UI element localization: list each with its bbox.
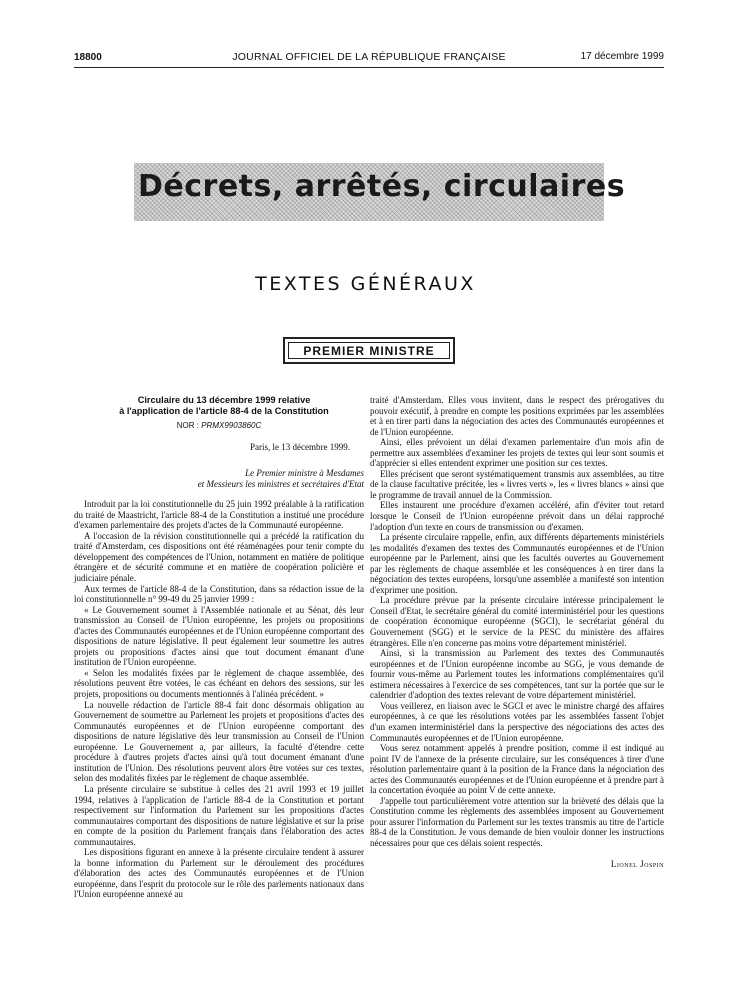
page-number: 18800 — [74, 52, 102, 63]
nor-reference — [74, 421, 364, 432]
issue-date: 17 décembre 1999 — [580, 51, 664, 62]
section-banner — [134, 163, 626, 221]
banner-title: Décrets, arrêtés, circulaires — [138, 169, 626, 204]
paragraph: La procédure prévue par la présente circulaire intéresse principalement le Conseil d'Etat, le secrétaire général du comité interministériel pour les questions de coopération économique européenne (SGCI), le secrétariat général du Gouvernement (SGG) et le service de la PESC du ministère des affaires étrangères. Elle n'en concerne pas moins votre département ministériel. — [370, 595, 664, 648]
nor-code: PRMX9903860C — [201, 421, 262, 430]
running-head — [74, 49, 664, 65]
paragraph: A l'occasion de la révision constitutionnelle qui a précédé la ratification du traité d'Amsterdam, ces dispositions ont été réaménagées pour tenir compte du développement des compétences de l'Union, notamment en matière de politique étrangère et de sécurité commune et en matière de coopération policière et judiciaire pénale. — [74, 530, 364, 584]
paragraph: Vous veillerez, en liaison avec le SGCI et avec le ministre chargé des affaires européennes, à ce que les résolutions votées par les assemblées fassent l'objet d'un examen interministériel dans la perspective des négociations des actes des Communautés européennes et de l'Union européenne. — [370, 700, 664, 743]
ministry-label: PREMIER MINISTRE — [303, 344, 435, 358]
paragraph: Vous serez notamment appelés à prendre position, comme il est indiqué au point IV de l'annexe de la présente circulaire, sur les conséquences à tirer d'une résolution parlementaire quant à la position de la France dans la négociation des actes des Communautés européennes et de l'Union européenne et à prendre part à la concertation évoquée au point V de cette annexe. — [370, 743, 664, 796]
paragraph: J'appelle tout particulièrement votre attention sur la brièveté des délais que la Constitution comme les règlements des assemblées imposent au Gouvernement pour assurer l'information du Parlement sur les textes transmis au titre de l'article 88-4 de la Constitution. Je vous demande de bien vouloir donner les instructions nécessaires pour que ces délais soient respectés. — [370, 795, 664, 848]
document-title-line-1: Circulaire du 13 décembre 1999 relative — [137, 395, 311, 405]
quoted-paragraph: « Le Gouvernement soumet à l'Assemblée nationale et au Sénat, dès leur transmission au Conseil de l'Union européenne, les projets ou propositions d'actes des Communautés européennes et de l'Union européenne comportant des dispositions de nature législative. Il peut également leur soumettre les autres projets ou propositions d'actes ainsi que tout document émanant d'une institution de l'Union européenne. — [74, 604, 364, 668]
paragraph: Introduit par la loi constitutionnelle du 25 juin 1992 préalable à la ratification du traité de Maastricht, l'article 88-4 de la Constitution a institué une procédure d'examen parlementaire des projets d'actes de la Communauté européenne. — [74, 499, 364, 531]
addressee — [74, 468, 364, 489]
addressee-line-1: Le Premier ministre à Mesdames — [245, 468, 364, 479]
paragraph: Elles précisent que seront systématiquement transmis aux assemblées, au titre de la clause facultative précitée, les « livres verts », les « livres blancs » ainsi que le programme de travail annuel de la Commission. — [370, 468, 664, 500]
journal-title: JOURNAL OFFICIEL DE LA RÉPUBLIQUE FRANÇAISE — [232, 51, 506, 63]
paragraph: Elles instaurent une procédure d'examen accéléré, afin d'éviter tout retard lorsque le Conseil de l'Union européenne prévoit dans un délai rapproché l'adoption d'un texte en cours de transmission ou d'examen. — [370, 500, 664, 532]
left-column — [74, 395, 364, 900]
header-rule — [74, 67, 664, 68]
addressee-line-2: et Messieurs les ministres et secrétaires d'Etat — [197, 478, 364, 489]
document-title-line-2: à l'application de l'article 88-4 de la Constitution — [119, 406, 329, 416]
paragraph: Aux termes de l'article 88-4 de la Constitution, dans sa rédaction issue de la loi constitutionnelle n° 99-49 du 25 janvier 1999 : — [74, 583, 364, 605]
right-column — [370, 395, 664, 869]
paragraph: La présente circulaire se substitue à celles des 21 avril 1993 et 19 juillet 1994, relatives à l'application de l'article 88-4 de la Constitution et portant respectivement sur l'information du Parlement sur les propositions d'actes communautaires comportant des dispositions de nature législative et sur la prise en compte de la position du Parlement français dans l'élaboration des actes communautaires. — [74, 783, 364, 847]
paragraph: La nouvelle rédaction de l'article 88-4 fait donc désormais obligation au Gouvernement de soumettre au Parlement les projets et propositions d'actes des Communautés européennes et de l'Union européenne comportant des dispositions de nature législative dès leur transmission au Conseil de l'Union européenne. Le Gouvernement a, par ailleurs, la faculté d'étendre cette procédure à d'autres projets d'actes ainsi qu'à tout document émanant d'une institution de l'Union. Des résolutions peuvent alors être votées sur ces textes, selon des modalités fixées par le règlement de chaque assemblée. — [74, 699, 364, 784]
paragraph: Les dispositions figurant en annexe à la présente circulaire tendent à assurer la bonne information du Parlement sur le déroulement des procédures d'élaboration des actes des Communautés européennes et de l'Union européenne, dans l'esprit du protocole sur le rôle des parlements nationaux dans l'Union européenne annexé au — [74, 847, 364, 900]
paragraph: Ainsi, si la transmission au Parlement des textes des Communautés européennes et de l'Union européenne incombe au SGG, je vous demande de fournir vous-même au Parlement toutes les informations complémentaires qu'il estimera nécessaires à l'exercice de ses compétences, tant sur la portée que sur le calendrier d'adoption des textes relevant de votre département ministériel. — [370, 648, 664, 701]
paragraph: La présente circulaire rappelle, enfin, aux différents départements ministériels les modalités d'examen des textes des Communautés européennes et de l'Union européenne par le Parlement, ainsi que les facultés ouvertes au Gouvernement par les règlements de chaque assemblée et les conséquences à en tirer dans la négociation des textes européens, lorsqu'une assemblée a manifesté son intention d'exprimer une position. — [370, 532, 664, 595]
paragraph: Ainsi, elles prévoient un délai d'examen parlementaire d'un mois afin de permettre aux assemblées d'examiner les projets de textes qui leur sont soumis et d'apprécier si elles entendent exprimer une position sur ces textes. — [370, 437, 664, 469]
nor-label: NOR : — [176, 421, 199, 430]
place-date: Paris, le 13 décembre 1999. — [250, 441, 350, 452]
signature: Lionel Jospin — [610, 858, 664, 869]
section-title: TEXTES GÉNÉRAUX — [255, 273, 476, 295]
ministry-box — [283, 337, 455, 364]
paragraph-continuation: traité d'Amsterdam. Elles vous invitent, dans le respect des prérogatives du pouvoir exécutif, à prendre en compte les positions exprimées par les assemblées et à en tirer parti dans la négociation des actes des Communautés européennes et de l'Union européenne. — [370, 395, 664, 437]
quoted-paragraph: « Selon les modalités fixées par le règlement de chaque assemblée, des résolutions peuvent être votées, le cas échéant en dehors des sessions, sur les projets, propositions ou documents mentionnés à l'alinéa précédent. » — [74, 667, 364, 700]
